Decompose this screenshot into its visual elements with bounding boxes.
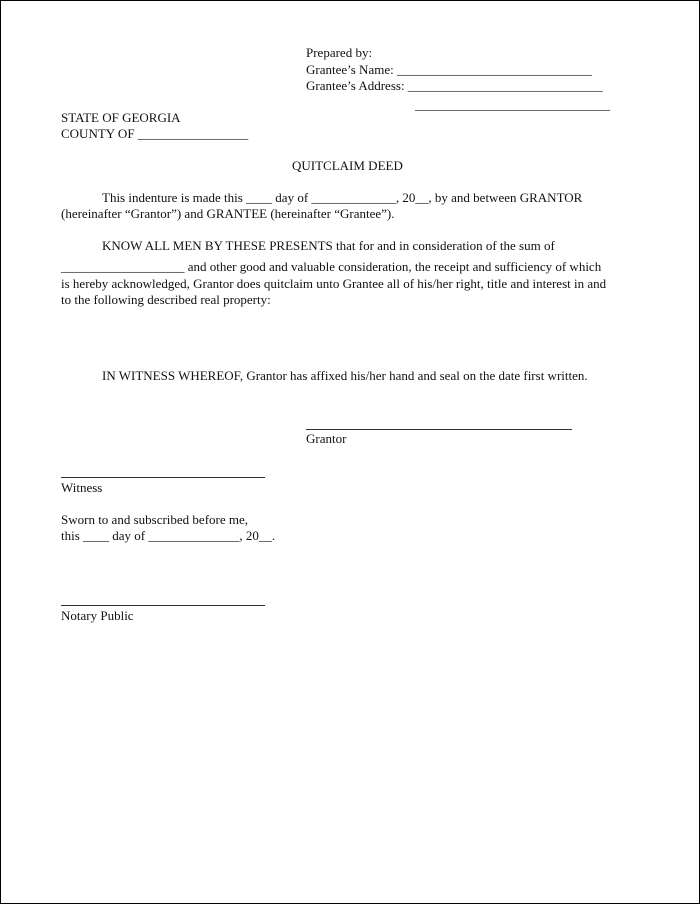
indenture-line-1: This indenture is made this ____ day of _____________, 20__, by and between GRANTOR <box>102 190 583 205</box>
notary-public-label: Notary Public <box>61 608 134 623</box>
consideration-line-4: to the following described real property: <box>61 292 271 307</box>
grantee-name-field: Grantee’s Name: ______________________________ <box>306 62 592 77</box>
notary-line-1: Sworn to and subscribed before me, <box>61 512 249 527</box>
county-line: COUNTY OF _________________ <box>61 126 249 141</box>
indenture-line-2: (hereinafter “Grantor”) and GRANTEE (hereinafter “Grantee”). <box>61 206 395 221</box>
consideration-line-1: KNOW ALL MEN BY THESE PRESENTS that for and in consideration of the sum of <box>102 238 555 253</box>
witness-label: Witness <box>61 480 103 495</box>
grantor-signature-line <box>306 429 572 430</box>
grantee-address-field: Grantee’s Address: ______________________________ <box>306 78 603 93</box>
consideration-line-2: ___________________ and other good and valuable consideration, the receipt and sufficiency of which <box>61 259 602 274</box>
prepared-by-heading: Prepared by: <box>306 45 373 60</box>
state-line: STATE OF GEORGIA <box>61 110 181 125</box>
consideration-line-3: is hereby acknowledged, Grantor does quitclaim unto Grantee all of his/her right, title and interest in and <box>61 276 607 291</box>
witness-signature-line <box>61 477 265 478</box>
notary-line-2: this ____ day of ______________, 20__. <box>61 528 276 543</box>
notary-signature-line <box>61 605 265 606</box>
grantee-address-line2: ______________________________ <box>415 97 610 112</box>
grantor-label: Grantor <box>306 431 347 446</box>
document-title: QUITCLAIM DEED <box>292 158 403 173</box>
witness-clause: IN WITNESS WHEREOF, Grantor has affixed his/her hand and seal on the date first written. <box>102 368 588 383</box>
